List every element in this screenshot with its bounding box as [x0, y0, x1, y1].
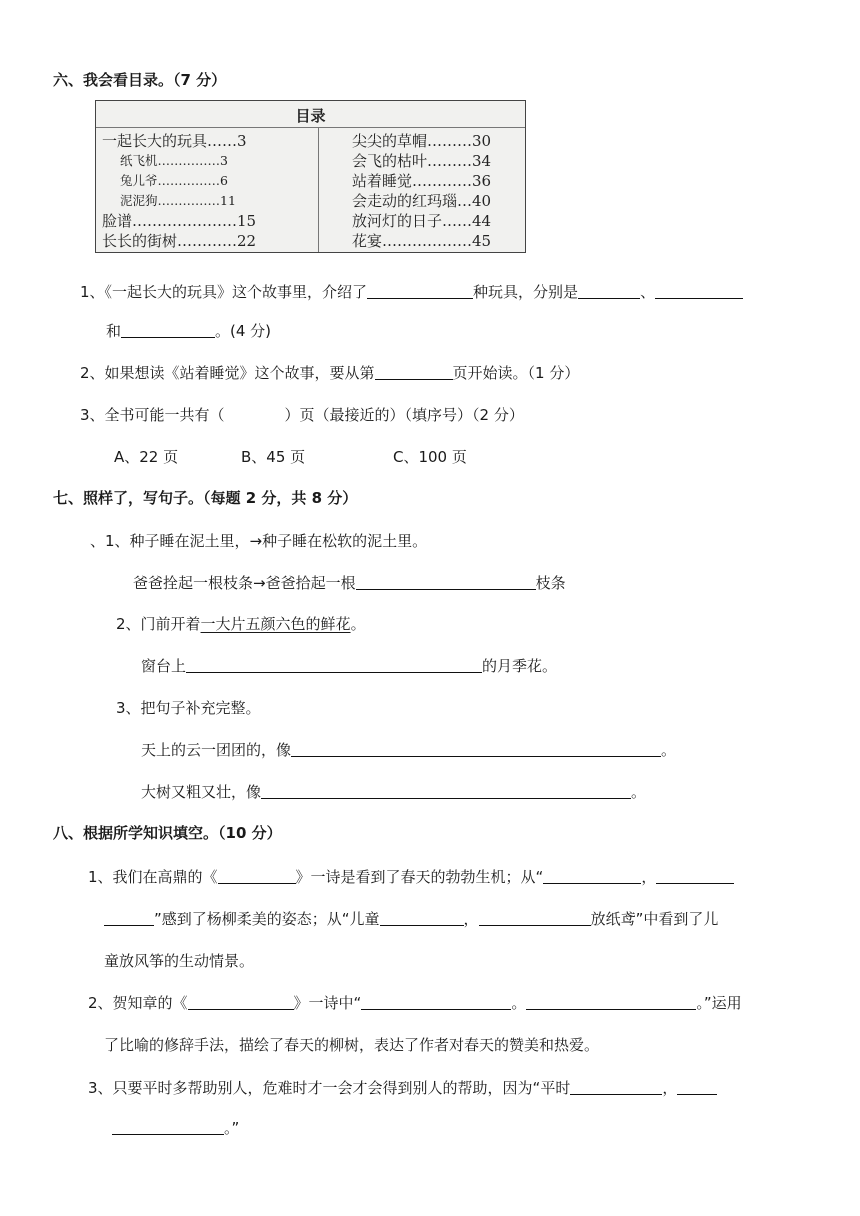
toc-title: 目录	[295, 107, 326, 125]
table-of-contents	[95, 100, 526, 253]
toc-entry: 脸谱…………………15	[102, 212, 257, 230]
toc-entry: 放河灯的日子……44	[352, 212, 492, 230]
section-8-heading: 八、根据所学知识填空。（10 分）	[53, 824, 282, 842]
question-text: 1、《一起长大的玩具》这个故事里，介绍了	[80, 283, 368, 301]
question-text: 1、我们在高鼎的《	[88, 868, 218, 886]
answer-blank[interactable]	[104, 909, 154, 926]
answer-blank[interactable]	[291, 740, 661, 757]
answer-blank[interactable]	[526, 993, 696, 1010]
question-7-1	[133, 573, 566, 593]
question-text: 和	[106, 322, 122, 340]
answer-blank[interactable]	[367, 282, 473, 299]
answer-blank[interactable]	[578, 282, 640, 299]
toc-divider-vertical	[318, 127, 319, 252]
answer-blank[interactable]	[218, 867, 296, 884]
question-text: 。”运用	[696, 994, 742, 1012]
question-text: 、	[640, 283, 656, 301]
question-text: 。”	[224, 1119, 240, 1137]
question-8-3	[88, 1078, 717, 1098]
question-8-1-cont	[104, 909, 718, 929]
question-text: 2、门前开着	[116, 615, 201, 633]
option-a: A、22 页	[114, 448, 179, 466]
toc-entry: 花宴………………45	[352, 232, 492, 250]
underlined-phrase: 一大片五颜六色的鲜花	[200, 615, 351, 633]
section-6-heading: 六、我会看目录。（7 分）	[53, 71, 227, 89]
question-8-2-cont: 了比喻的修辞手法，描绘了春天的柳树，表达了作者对春天的赞美和热爱。	[104, 1036, 600, 1054]
answer-blank[interactable]	[655, 282, 743, 299]
option-c: C、100 页	[393, 448, 467, 466]
question-text: ，	[641, 868, 657, 886]
question-6-1	[80, 282, 743, 302]
question-text: 》一诗中“	[293, 994, 362, 1012]
toc-entry: 尖尖的草帽………30	[352, 132, 492, 150]
question-text: ，	[463, 910, 479, 928]
question-text: 大树又粗又壮，像	[141, 783, 262, 801]
question-text: 。	[631, 783, 647, 801]
question-text: 的月季花。	[482, 657, 558, 675]
answer-blank[interactable]	[188, 993, 294, 1010]
question-text: 爸爸拴起一根枝条→爸爸拾起一根	[133, 574, 356, 592]
answer-blank[interactable]	[656, 867, 734, 884]
question-text: ”感到了杨柳柔美的姿态；从“儿童	[154, 910, 380, 928]
question-7-2	[141, 656, 557, 676]
question-7-3: 3、把句子补充完整。	[116, 699, 261, 717]
question-8-2	[88, 993, 742, 1013]
question-8-3-cont	[112, 1118, 239, 1138]
toc-entry: 会走动的红玛瑙…40	[352, 192, 492, 210]
example-7-1: 、1、种子睡在泥土里，→种子睡在松软的泥土里。	[90, 532, 428, 550]
question-text: 种玩具，分别是	[473, 283, 579, 301]
question-text: 。	[661, 741, 677, 759]
answer-blank[interactable]	[112, 1118, 224, 1135]
question-6-3: 3、全书可能一共有（ ）页（最接近的）（填序号）（2 分）	[80, 406, 524, 424]
answer-blank[interactable]	[479, 909, 591, 926]
toc-entry: 兔儿爷……………6	[120, 173, 228, 188]
question-6-2	[80, 363, 579, 383]
toc-left-column	[102, 131, 256, 251]
question-text: 。(4 分)	[215, 322, 272, 340]
section-7-heading: 七、照样了，写句子。（每题 2 分，共 8 分）	[53, 489, 358, 507]
question-text: ，	[662, 1079, 678, 1097]
question-8-1	[88, 867, 734, 887]
toc-entry: 一起长大的玩具……3	[102, 132, 247, 150]
question-text: 窗台上	[141, 657, 187, 675]
question-text: 2、贺知章的《	[88, 994, 188, 1012]
option-b: B、45 页	[241, 448, 306, 466]
question-8-1-cont2: 童放风筝的生动情景。	[104, 952, 255, 970]
question-text: 3、只要平时多帮助别人，危难时才一会才会得到别人的帮助，因为“平时	[88, 1079, 571, 1097]
answer-blank[interactable]	[361, 993, 511, 1010]
answer-blank[interactable]	[380, 909, 464, 926]
toc-entry: 会飞的枯叶………34	[352, 152, 492, 170]
question-text: 。	[350, 615, 366, 633]
answer-blank[interactable]	[121, 321, 215, 338]
question-text: 天上的云一团团的，像	[141, 741, 292, 759]
toc-entry: 长长的街树…………22	[102, 232, 257, 250]
question-text: 2、如果想读《站着睡觉》这个故事，要从第	[80, 364, 375, 382]
question-text: 放纸鸢”中看到了儿	[590, 910, 719, 928]
toc-entry: 泥泥狗……………11	[120, 193, 236, 208]
question-text: 页开始读。（1 分）	[452, 364, 580, 382]
answer-blank[interactable]	[570, 1078, 662, 1095]
question-text: 。	[511, 994, 527, 1012]
answer-blank[interactable]	[186, 656, 482, 673]
answer-blank[interactable]	[543, 867, 641, 884]
answer-blank[interactable]	[356, 573, 536, 590]
toc-entry: 纸飞机……………3	[120, 153, 228, 168]
toc-right-column	[352, 131, 491, 251]
toc-entry: 站着睡觉…………36	[352, 172, 492, 190]
question-7-3-1	[141, 740, 676, 760]
question-text: 》一诗是看到了春天的勃勃生机；从“	[295, 868, 544, 886]
answer-blank[interactable]	[261, 782, 631, 799]
question-6-1-cont	[106, 321, 271, 341]
answer-blank[interactable]	[375, 363, 453, 380]
answer-blank[interactable]	[677, 1078, 717, 1095]
example-7-2	[116, 614, 366, 634]
question-7-3-2	[141, 782, 646, 802]
toc-divider-horizontal	[96, 127, 525, 128]
question-text: 枝条	[535, 574, 566, 592]
